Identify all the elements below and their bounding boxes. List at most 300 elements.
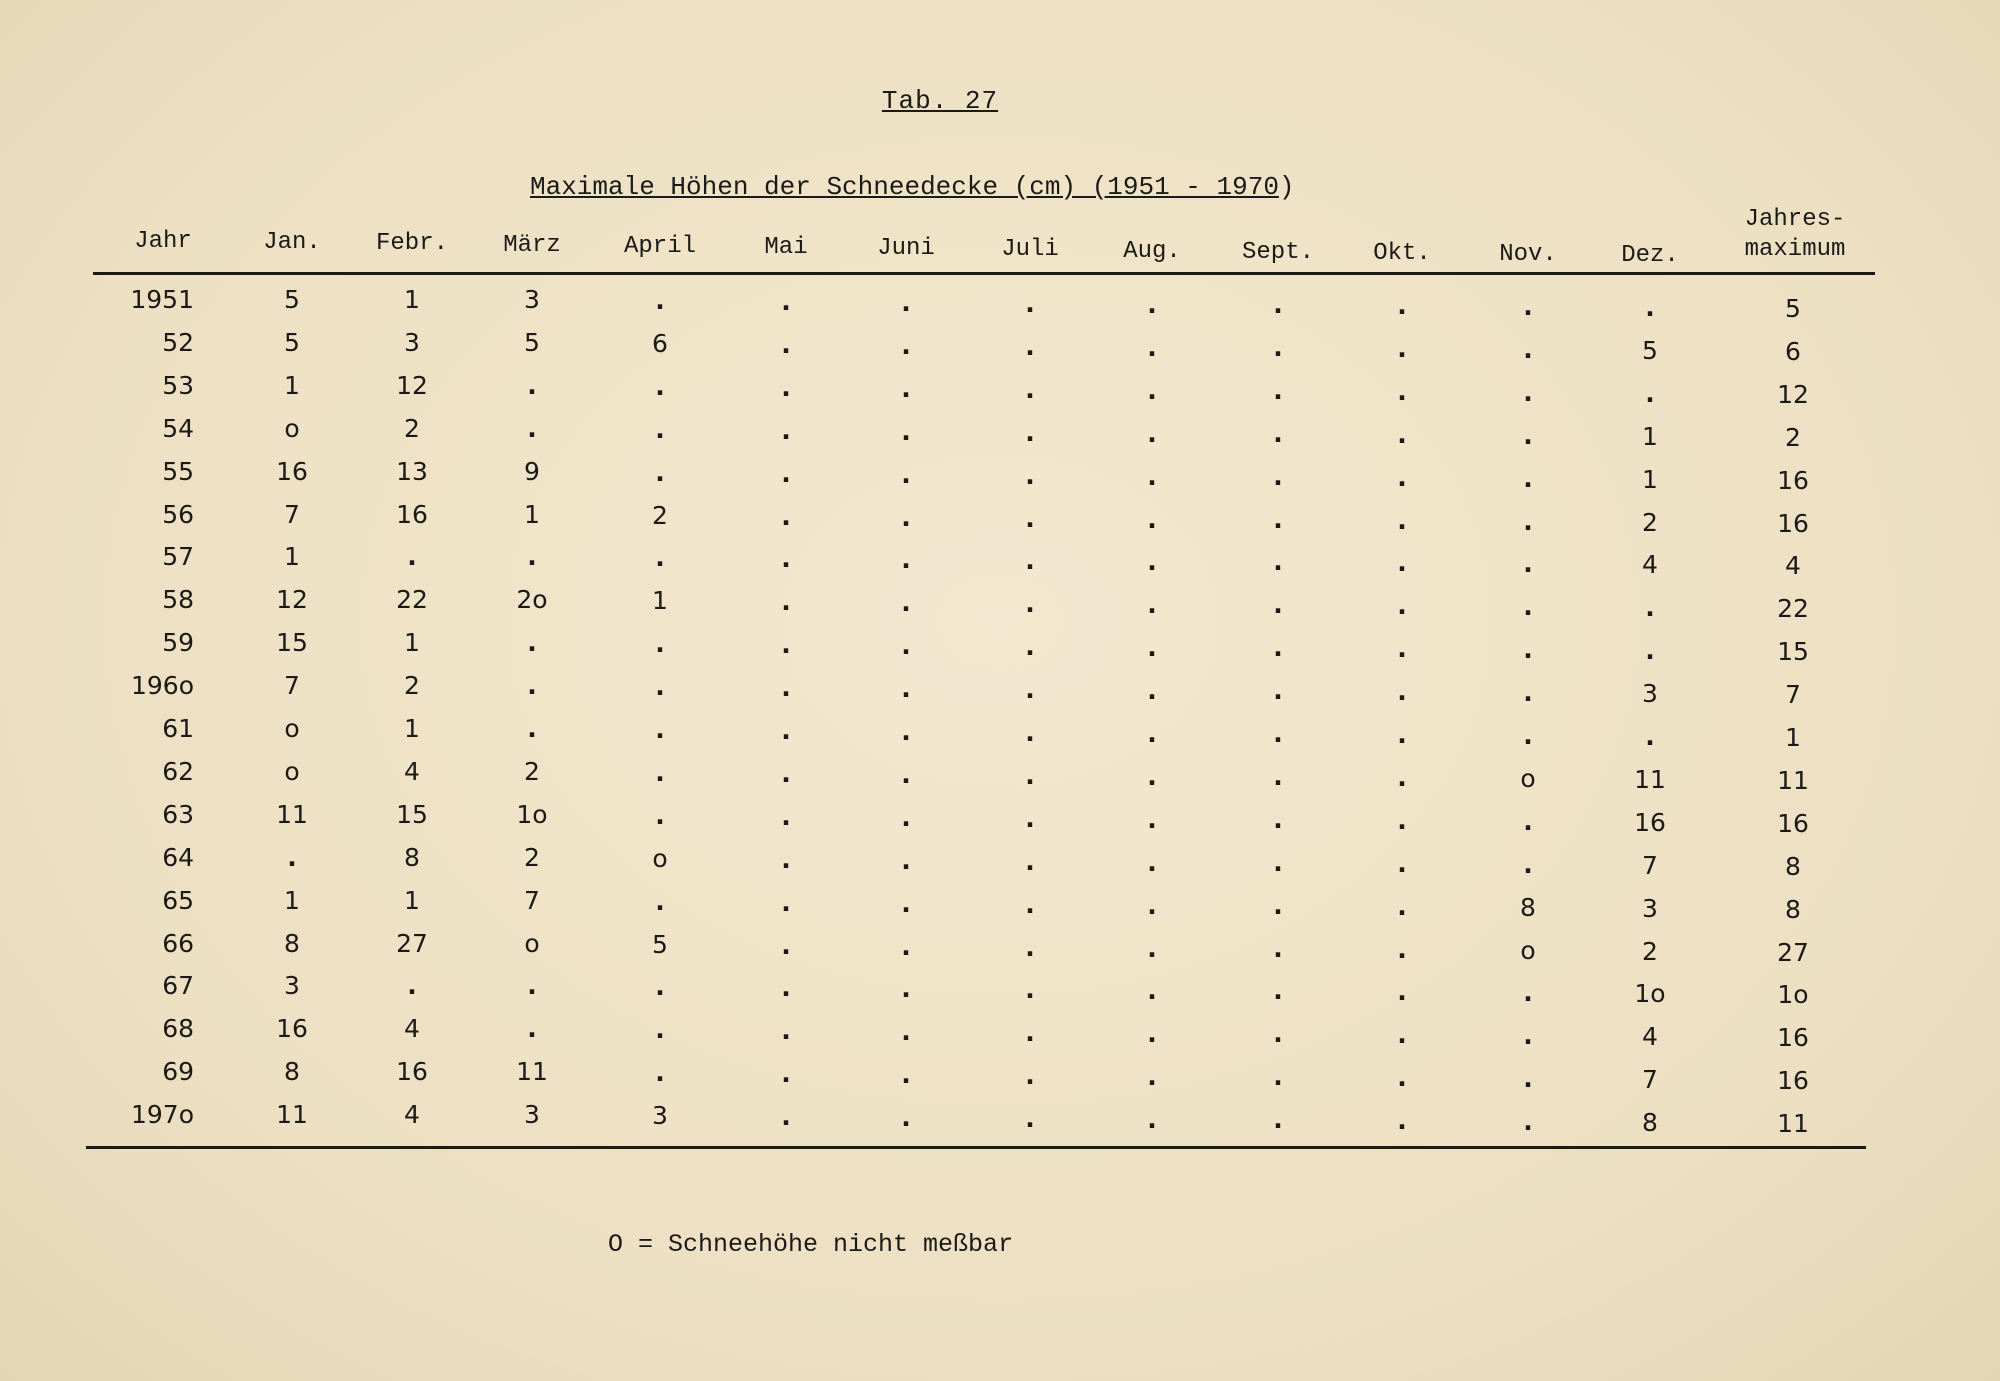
month-cell: . bbox=[287, 842, 297, 872]
month-cell: . bbox=[901, 459, 911, 489]
month-cell: . bbox=[1273, 847, 1283, 877]
month-cell: . bbox=[1273, 761, 1283, 791]
month-cell: . bbox=[1273, 590, 1283, 620]
month-cell: . bbox=[1025, 1104, 1035, 1134]
month-cell: . bbox=[1397, 1063, 1407, 1093]
month-cell: . bbox=[781, 716, 791, 745]
month-cell: . bbox=[901, 545, 911, 575]
month-cell: 7 bbox=[284, 499, 300, 529]
annual-max-cell: 1o bbox=[1777, 980, 1809, 1010]
month-cell: 1 bbox=[1642, 464, 1658, 494]
month-cell: . bbox=[781, 1059, 791, 1089]
year-cell: 65 bbox=[162, 885, 194, 915]
month-cell: . bbox=[1523, 463, 1533, 493]
year-cell: 64 bbox=[162, 842, 194, 872]
header-sept: Sept. bbox=[1241, 239, 1314, 266]
month-cell: 1 bbox=[284, 542, 300, 572]
year-cell: 63 bbox=[162, 799, 194, 829]
year-cell: 67 bbox=[162, 971, 194, 1001]
month-cell: . bbox=[655, 800, 665, 830]
month-cell: 2 bbox=[524, 842, 540, 872]
month-cell: . bbox=[1523, 635, 1533, 665]
month-cell: 3 bbox=[524, 1100, 540, 1130]
month-cell: . bbox=[1147, 1105, 1157, 1135]
month-cell: . bbox=[1397, 462, 1407, 492]
month-cell: . bbox=[1147, 547, 1157, 577]
month-cell: . bbox=[1025, 718, 1035, 747]
month-cell: . bbox=[1273, 547, 1283, 577]
month-cell: . bbox=[1523, 334, 1533, 364]
month-cell: . bbox=[1025, 503, 1035, 533]
month-cell: . bbox=[1273, 332, 1283, 362]
month-cell: . bbox=[1523, 506, 1533, 536]
month-cell: . bbox=[1025, 932, 1035, 962]
month-cell: . bbox=[1397, 934, 1407, 964]
year-cell: 61 bbox=[162, 714, 194, 743]
month-cell: . bbox=[901, 1017, 911, 1047]
month-cell: 2o bbox=[516, 585, 548, 615]
month-cell: . bbox=[901, 416, 911, 446]
month-cell: 2 bbox=[404, 671, 420, 701]
month-cell: 8 bbox=[284, 928, 300, 958]
month-cell: . bbox=[1523, 549, 1533, 579]
month-cell: 1o bbox=[516, 799, 548, 829]
month-cell: . bbox=[1523, 420, 1533, 450]
month-cell: . bbox=[1397, 505, 1407, 535]
month-cell: 6 bbox=[652, 328, 668, 358]
table-row bbox=[0, 707, 2000, 750]
month-cell: . bbox=[1523, 849, 1533, 879]
month-cell: . bbox=[901, 1103, 911, 1133]
month-cell: 1 bbox=[284, 885, 300, 915]
annual-max-cell: 16 bbox=[1777, 1066, 1809, 1096]
month-cell: 5 bbox=[652, 929, 668, 959]
month-cell: . bbox=[1025, 675, 1035, 705]
month-cell: . bbox=[655, 414, 665, 444]
month-cell: . bbox=[781, 1102, 791, 1132]
year-cell: 62 bbox=[162, 756, 194, 786]
month-cell: 3 bbox=[652, 1101, 668, 1131]
month-cell: 4 bbox=[404, 756, 420, 786]
table-row bbox=[0, 664, 2000, 710]
footnote: O = Schneehöhe nicht meßbar bbox=[608, 1230, 1014, 1259]
month-cell: . bbox=[1273, 890, 1283, 920]
month-cell: . bbox=[655, 457, 665, 487]
month-cell: 1 bbox=[404, 885, 420, 915]
month-cell: 16 bbox=[276, 456, 308, 486]
table-number-title: Tab. 27 bbox=[881, 86, 999, 116]
month-cell: 16 bbox=[1634, 807, 1666, 837]
year-cell: 69 bbox=[162, 1057, 194, 1087]
month-cell: . bbox=[1523, 806, 1533, 836]
month-cell: . bbox=[901, 1060, 911, 1090]
month-cell: 3 bbox=[284, 971, 300, 1001]
month-cell: . bbox=[1025, 331, 1035, 361]
month-cell: 4 bbox=[1642, 550, 1658, 580]
table-row bbox=[0, 278, 2000, 321]
month-cell: . bbox=[527, 714, 537, 743]
month-cell: 2 bbox=[1642, 507, 1658, 537]
month-cell: . bbox=[1025, 760, 1035, 790]
month-cell: . bbox=[901, 974, 911, 1004]
month-cell: . bbox=[1147, 804, 1157, 834]
month-cell: . bbox=[527, 1014, 537, 1044]
annual-max-cell: 16 bbox=[1777, 1023, 1809, 1053]
month-cell: o bbox=[652, 843, 668, 873]
month-cell: . bbox=[655, 757, 665, 787]
month-cell: . bbox=[1147, 590, 1157, 620]
month-cell: . bbox=[781, 801, 791, 831]
year-cell: 57 bbox=[162, 542, 194, 572]
month-cell: . bbox=[655, 1058, 665, 1088]
month-cell: . bbox=[781, 973, 791, 1003]
month-cell: 9 bbox=[524, 456, 540, 486]
annual-max-cell: 6 bbox=[1785, 336, 1801, 366]
table-row bbox=[0, 836, 2000, 879]
month-cell: . bbox=[901, 931, 911, 961]
month-cell: o bbox=[1520, 763, 1536, 793]
month-cell: . bbox=[781, 844, 791, 874]
month-cell: 16 bbox=[276, 1014, 308, 1044]
month-cell: 1 bbox=[524, 499, 540, 529]
annual-max-cell: 8 bbox=[1785, 894, 1801, 924]
month-cell: . bbox=[527, 413, 537, 443]
month-cell: . bbox=[1025, 417, 1035, 447]
month-cell: . bbox=[527, 370, 537, 400]
month-cell: . bbox=[901, 674, 911, 704]
table-caption-tail: ) bbox=[1278, 172, 1295, 202]
month-cell: . bbox=[1025, 803, 1035, 833]
month-cell: . bbox=[1645, 378, 1655, 408]
month-cell: . bbox=[781, 287, 791, 316]
month-cell: . bbox=[407, 971, 417, 1001]
month-cell: . bbox=[1645, 636, 1655, 666]
month-cell: . bbox=[655, 286, 665, 315]
month-cell: 16 bbox=[396, 1057, 428, 1087]
table-row bbox=[0, 964, 2000, 1010]
month-cell: . bbox=[1273, 719, 1283, 748]
month-cell: . bbox=[1645, 593, 1655, 623]
month-cell: . bbox=[1147, 847, 1157, 877]
month-cell: . bbox=[655, 371, 665, 401]
month-cell: . bbox=[1273, 633, 1283, 663]
header-annual-maximum bbox=[1730, 205, 1860, 265]
annual-max-cell: 16 bbox=[1777, 465, 1809, 495]
table-row bbox=[0, 621, 2000, 667]
table-row bbox=[0, 407, 2000, 450]
month-cell: 3 bbox=[404, 327, 420, 357]
bottom-rule bbox=[86, 1146, 1866, 1149]
month-cell: . bbox=[1273, 804, 1283, 834]
year-cell: 55 bbox=[162, 456, 194, 486]
month-cell: . bbox=[901, 288, 911, 317]
month-cell: . bbox=[1523, 1021, 1533, 1051]
annual-max-cell: 4 bbox=[1785, 551, 1801, 581]
month-cell: . bbox=[781, 587, 791, 617]
year-cell: 59 bbox=[162, 628, 194, 658]
month-cell: . bbox=[1147, 761, 1157, 791]
month-cell: 1 bbox=[652, 586, 668, 616]
month-cell: . bbox=[1523, 721, 1533, 750]
table-row bbox=[0, 793, 2000, 836]
month-cell: . bbox=[1025, 975, 1035, 1005]
table-row bbox=[0, 535, 2000, 581]
year-cell: 197o bbox=[130, 1100, 194, 1130]
month-cell: 1 bbox=[284, 370, 300, 400]
month-cell: . bbox=[1025, 889, 1035, 919]
month-cell: o bbox=[524, 928, 540, 958]
month-cell: . bbox=[1397, 762, 1407, 792]
month-cell: . bbox=[655, 672, 665, 702]
month-cell: . bbox=[781, 415, 791, 445]
month-cell: 15 bbox=[276, 628, 308, 658]
annual-max-cell: 11 bbox=[1777, 765, 1809, 795]
header-dez: Dez. bbox=[1621, 242, 1679, 269]
month-cell: 4 bbox=[404, 1100, 420, 1130]
annual-max-cell: 12 bbox=[1777, 379, 1809, 409]
month-cell: . bbox=[655, 629, 665, 659]
table-row bbox=[0, 879, 2000, 922]
month-cell: 4 bbox=[404, 1014, 420, 1044]
month-cell: 11 bbox=[516, 1057, 548, 1087]
month-cell: . bbox=[1397, 677, 1407, 707]
month-cell: . bbox=[1147, 1062, 1157, 1092]
header-okt: Okt. bbox=[1373, 240, 1431, 267]
month-cell: . bbox=[901, 888, 911, 918]
annual-max-cell: 11 bbox=[1777, 1109, 1809, 1139]
month-cell: . bbox=[655, 886, 665, 916]
month-cell: . bbox=[1273, 976, 1283, 1006]
month-cell: 2 bbox=[652, 500, 668, 530]
month-cell: . bbox=[901, 502, 911, 532]
month-cell: . bbox=[901, 759, 911, 789]
month-cell: 1o bbox=[1634, 979, 1666, 1009]
month-cell: 3 bbox=[524, 285, 540, 314]
month-cell: . bbox=[1273, 1019, 1283, 1049]
annual-max-cell: 8 bbox=[1785, 851, 1801, 881]
month-cell: . bbox=[781, 930, 791, 960]
month-cell: 2 bbox=[1642, 936, 1658, 966]
month-cell: 7 bbox=[524, 885, 540, 915]
month-cell: . bbox=[1025, 289, 1035, 318]
month-cell: . bbox=[1025, 546, 1035, 576]
month-cell: 15 bbox=[396, 799, 428, 829]
month-cell: . bbox=[655, 1015, 665, 1045]
header-annual-maximum-line1: Jahres- bbox=[1744, 206, 1846, 233]
header-nov: Nov. bbox=[1499, 241, 1557, 268]
table-row bbox=[0, 321, 2000, 364]
table-row bbox=[0, 578, 2000, 624]
month-cell: . bbox=[781, 1016, 791, 1046]
month-cell: . bbox=[1147, 461, 1157, 491]
table-row bbox=[0, 450, 2000, 493]
month-cell: . bbox=[1397, 548, 1407, 578]
month-cell: o bbox=[1520, 935, 1536, 965]
month-cell: . bbox=[1397, 591, 1407, 621]
month-cell: . bbox=[1397, 1020, 1407, 1050]
month-cell: . bbox=[1147, 418, 1157, 448]
month-cell: . bbox=[527, 671, 537, 701]
month-cell: . bbox=[1273, 461, 1283, 491]
month-cell: . bbox=[527, 628, 537, 658]
month-cell: . bbox=[1147, 504, 1157, 534]
month-cell: . bbox=[781, 329, 791, 359]
month-cell: . bbox=[1523, 592, 1533, 622]
header-jahr: Jahr bbox=[134, 228, 192, 255]
month-cell: . bbox=[1147, 976, 1157, 1006]
year-cell: 52 bbox=[162, 327, 194, 357]
month-cell: 2 bbox=[404, 413, 420, 443]
month-cell: . bbox=[655, 543, 665, 573]
header-annual-maximum-line2: maximum bbox=[1744, 236, 1846, 263]
month-cell: . bbox=[527, 542, 537, 572]
month-cell: . bbox=[781, 372, 791, 402]
month-cell: 11 bbox=[276, 1100, 308, 1130]
month-cell: 3 bbox=[1642, 893, 1658, 923]
month-cell: . bbox=[1397, 891, 1407, 921]
month-cell: . bbox=[1397, 977, 1407, 1007]
month-cell: . bbox=[1645, 293, 1655, 322]
month-cell: o bbox=[284, 413, 300, 443]
table-row bbox=[0, 364, 2000, 407]
month-cell: . bbox=[1523, 678, 1533, 708]
header-mai: Mai bbox=[764, 234, 808, 261]
month-cell: . bbox=[781, 544, 791, 574]
year-cell: 56 bbox=[162, 499, 194, 529]
month-cell: . bbox=[1645, 722, 1655, 751]
month-cell: . bbox=[781, 458, 791, 488]
month-cell: . bbox=[1523, 377, 1533, 407]
month-cell: 8 bbox=[1520, 892, 1536, 922]
annual-max-cell: 22 bbox=[1777, 594, 1809, 624]
month-cell: . bbox=[655, 972, 665, 1002]
month-cell: . bbox=[1523, 1107, 1533, 1137]
month-cell: . bbox=[1397, 419, 1407, 449]
table-caption bbox=[530, 172, 1295, 202]
month-cell: . bbox=[1397, 634, 1407, 664]
header-maerz: März bbox=[503, 232, 561, 259]
month-cell: 1 bbox=[404, 285, 420, 314]
month-cell: . bbox=[901, 373, 911, 403]
annual-max-cell: 1 bbox=[1785, 723, 1801, 752]
table-row bbox=[0, 922, 2000, 965]
month-cell: 3 bbox=[1642, 679, 1658, 709]
month-cell: 12 bbox=[276, 585, 308, 615]
month-cell: . bbox=[1147, 890, 1157, 920]
month-cell: . bbox=[407, 542, 417, 572]
month-cell: 16 bbox=[396, 499, 428, 529]
month-cell: . bbox=[1025, 374, 1035, 404]
month-cell: 8 bbox=[284, 1057, 300, 1087]
month-cell: . bbox=[1147, 719, 1157, 748]
month-cell: . bbox=[1273, 1105, 1283, 1135]
table-row bbox=[0, 1093, 2000, 1139]
month-cell: 27 bbox=[396, 928, 428, 958]
month-cell: . bbox=[1523, 978, 1533, 1008]
month-cell: . bbox=[901, 845, 911, 875]
month-cell: . bbox=[1397, 720, 1407, 749]
month-cell: . bbox=[1273, 375, 1283, 405]
month-cell: . bbox=[1397, 848, 1407, 878]
month-cell: . bbox=[1147, 290, 1157, 319]
table-row bbox=[0, 1007, 2000, 1053]
month-cell: . bbox=[1147, 676, 1157, 706]
month-cell: . bbox=[1273, 676, 1283, 706]
month-cell: 13 bbox=[396, 456, 428, 486]
month-cell: 1 bbox=[404, 628, 420, 658]
month-cell: . bbox=[1147, 933, 1157, 963]
month-cell: . bbox=[1397, 333, 1407, 363]
header-rule bbox=[93, 272, 1875, 275]
month-cell: . bbox=[901, 802, 911, 832]
month-cell: . bbox=[1273, 504, 1283, 534]
month-cell: . bbox=[781, 501, 791, 531]
month-cell: . bbox=[1147, 375, 1157, 405]
month-cell: . bbox=[1397, 291, 1407, 320]
header-febr: Febr. bbox=[375, 230, 448, 257]
header-juli: Juli bbox=[1001, 236, 1059, 263]
month-cell: . bbox=[1025, 589, 1035, 619]
month-cell: 5 bbox=[284, 285, 300, 314]
month-cell: . bbox=[1273, 290, 1283, 319]
month-cell: . bbox=[1025, 460, 1035, 490]
month-cell: . bbox=[901, 330, 911, 360]
month-cell: 1 bbox=[1642, 421, 1658, 451]
year-cell: 66 bbox=[162, 928, 194, 958]
table-row bbox=[0, 493, 2000, 536]
month-cell: . bbox=[901, 588, 911, 618]
month-cell: . bbox=[781, 673, 791, 703]
month-cell: 2 bbox=[524, 756, 540, 786]
month-cell: 8 bbox=[404, 842, 420, 872]
year-cell: 58 bbox=[162, 585, 194, 615]
month-cell: 4 bbox=[1642, 1022, 1658, 1052]
month-cell: 12 bbox=[396, 370, 428, 400]
month-cell: 11 bbox=[276, 799, 308, 829]
year-cell: 196o bbox=[130, 671, 194, 701]
month-cell: . bbox=[1523, 292, 1533, 321]
annual-max-cell: 27 bbox=[1777, 937, 1809, 967]
month-cell: 11 bbox=[1634, 764, 1666, 794]
table-row bbox=[0, 750, 2000, 793]
month-cell: o bbox=[284, 756, 300, 786]
month-cell: . bbox=[1147, 332, 1157, 362]
month-cell: 5 bbox=[524, 327, 540, 357]
month-cell: . bbox=[781, 630, 791, 660]
month-cell: . bbox=[1397, 805, 1407, 835]
annual-max-cell: 16 bbox=[1777, 508, 1809, 538]
annual-max-cell: 7 bbox=[1785, 680, 1801, 710]
month-cell: o bbox=[284, 714, 300, 743]
month-cell: 7 bbox=[1642, 850, 1658, 880]
header-jan: Jan. bbox=[263, 229, 321, 256]
month-cell: 1 bbox=[404, 714, 420, 743]
month-cell: . bbox=[1025, 632, 1035, 662]
month-cell: . bbox=[1523, 1064, 1533, 1094]
month-cell: . bbox=[901, 631, 911, 661]
month-cell: . bbox=[1273, 1062, 1283, 1092]
year-cell: 54 bbox=[162, 413, 194, 443]
month-cell: . bbox=[1025, 846, 1035, 876]
annual-max-cell: 5 bbox=[1785, 294, 1801, 323]
month-cell: . bbox=[1273, 418, 1283, 448]
month-cell: . bbox=[1147, 1019, 1157, 1049]
year-cell: 68 bbox=[162, 1014, 194, 1044]
month-cell: . bbox=[1397, 376, 1407, 406]
month-cell: 8 bbox=[1642, 1108, 1658, 1138]
year-cell: 53 bbox=[162, 370, 194, 400]
month-cell: . bbox=[1025, 1018, 1035, 1048]
